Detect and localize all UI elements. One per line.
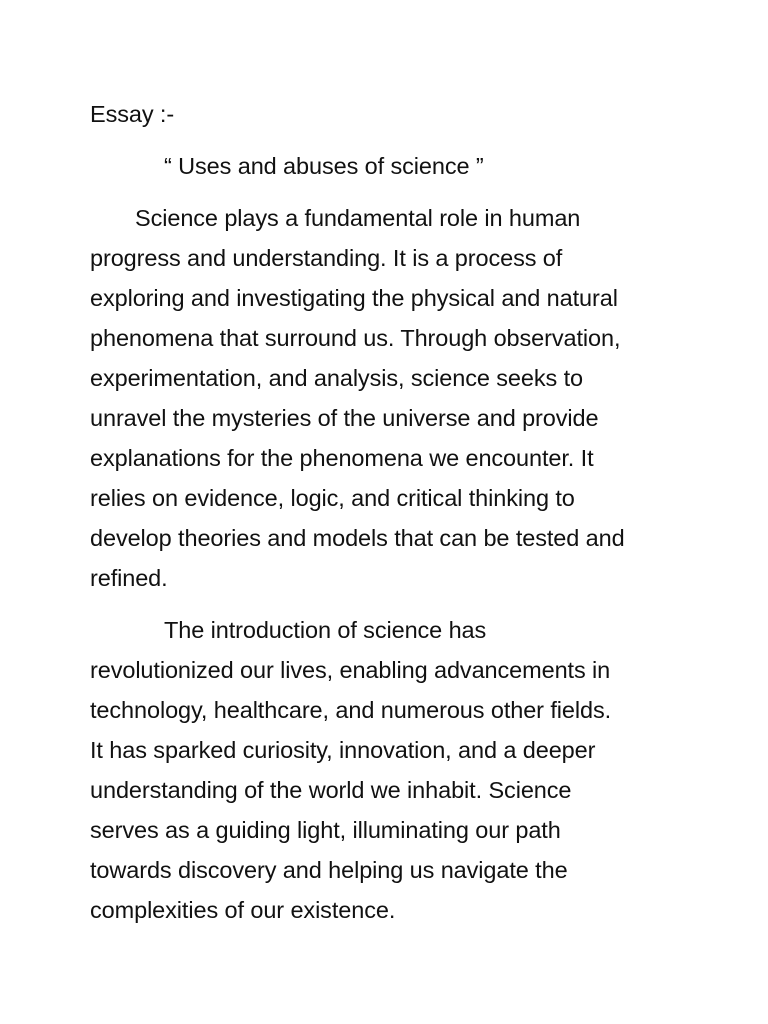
paragraph-line: progress and understanding. It is a process of [90, 245, 563, 271]
paragraph-line: towards discovery and helping us navigate the [90, 857, 568, 883]
paragraph-1 [90, 198, 690, 598]
paragraph-line: refined. [90, 565, 168, 591]
paragraph-line: unravel the mysteries of the universe and provide [90, 405, 599, 431]
paragraph-line: relies on evidence, logic, and critical thinking to [90, 485, 575, 511]
essay-title: “ Uses and abuses of science ” [164, 153, 484, 179]
paragraph-line: It has sparked curiosity, innovation, and a deeper [90, 737, 596, 763]
paragraph-line: The introduction of science has [164, 617, 487, 643]
paragraph-line: Science plays a fundamental role in human [135, 205, 581, 231]
paragraph-line: technology, healthcare, and numerous other fields. [90, 697, 612, 723]
paragraph-line: revolutionized our lives, enabling advancements in [90, 657, 611, 683]
paragraph-line: exploring and investigating the physical and natural [90, 285, 618, 311]
paragraph-line: explanations for the phenomena we encounter. It [90, 445, 594, 471]
essay-label: Essay :- [90, 101, 175, 127]
paragraph-line: complexities of our existence. [90, 897, 396, 923]
paragraph-line: understanding of the world we inhabit. Science [90, 777, 572, 803]
paragraph-line: experimentation, and analysis, science seeks to [90, 365, 583, 391]
paragraph-line: serves as a guiding light, illuminating our path [90, 817, 561, 843]
essay-body [90, 94, 690, 942]
paragraph-line: phenomena that surround us. Through observation, [90, 325, 621, 351]
paragraph-2 [90, 610, 690, 930]
paragraph-line: develop theories and models that can be tested and [90, 525, 625, 551]
